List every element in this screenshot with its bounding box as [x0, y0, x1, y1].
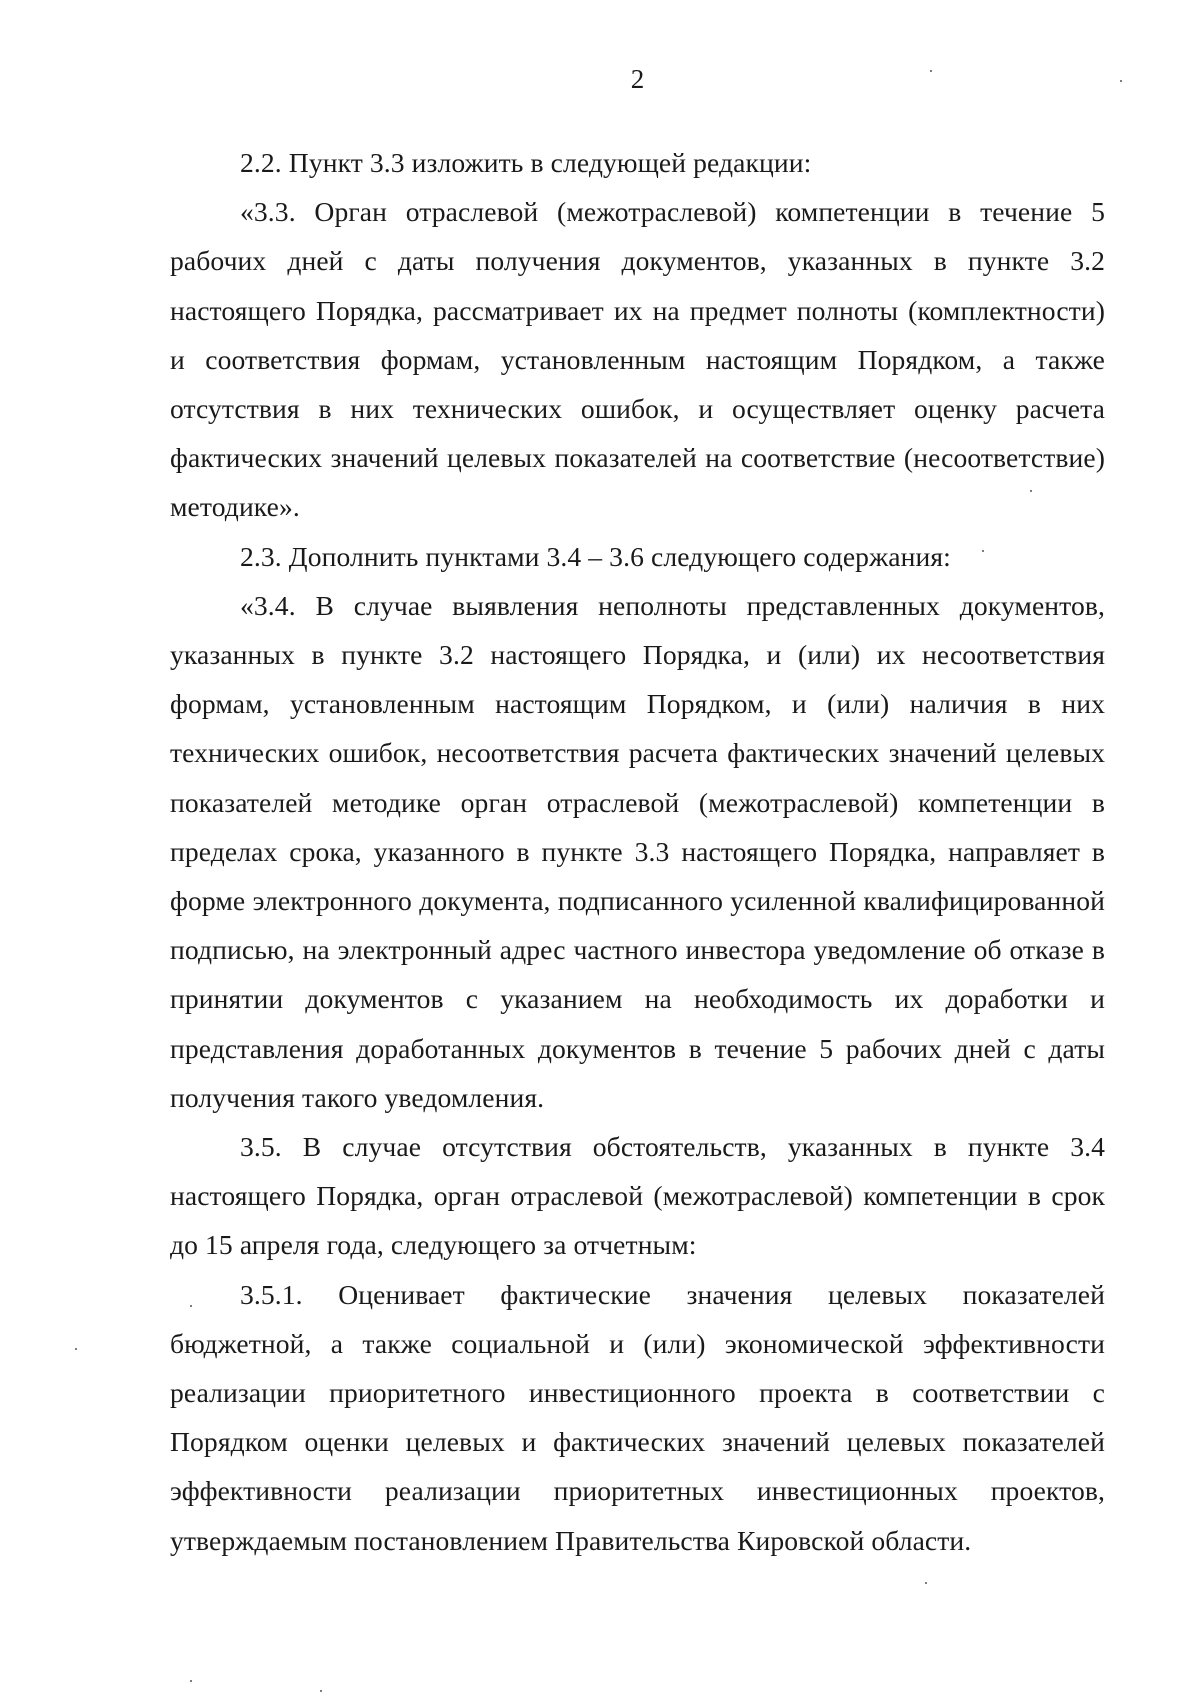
scan-speck [982, 550, 984, 552]
scan-speck [190, 1305, 192, 1307]
document-body [170, 138, 1105, 1565]
scan-speck [1030, 490, 1032, 492]
scan-speck [190, 1680, 192, 1682]
paragraph-3-4: «3.4. В случае выявления неполноты представленных документов, указанных в пункте 3.2 настоящего Порядка, и (или) их несоответствия формам, установленным настоящим Порядком, и (или) наличия в них технических ошибок, несоответствия расчета фактических значений целевых показателей методике орган отраслевой (межотраслевой) компетенции в пределах срока, указанного в пункте 3.3 настоящего Порядка, направляет в форме электронного документа, подписанного усиленной квалифицированной подписью, на электронный адрес частного инвестора уведомление об отказе в принятии документов с указанием на необходимость их доработки и представления доработанных документов в течение 5 рабочих дней с даты получения такого уведомления. [170, 589, 1105, 1113]
page-number: 2 [630, 64, 645, 94]
scan-speck [930, 70, 932, 72]
paragraph-3-5: 3.5. В случае отсутствия обстоятельств, указанных в пункте 3.4 настоящего Порядка, орган отраслевой (межотраслевой) компетенции в срок до 15 апреля года, следующего за отчетным: [170, 1131, 1105, 1261]
scan-speck [75, 1348, 77, 1350]
paragraph-2-2: 2.2. Пункт 3.3 изложить в следующей редакции: [240, 147, 812, 178]
scan-speck [1120, 80, 1122, 82]
paragraph-3-5-1: 3.5.1. Оценивает фактические значения целевых показателей бюджетной, а также социальной и (или) экономической эффективности реализации приоритетного инвестиционного проекта в соответствии с Порядком оценки целевых и фактических значений целевых показателей эффективности реализации приоритетных инвестиционных проектов, утверждаемым постановлением Правительства Кировской области. [170, 1278, 1105, 1556]
scan-speck [925, 1582, 927, 1584]
paragraph-2-3: 2.3. Дополнить пунктами 3.4 – 3.6 следующего содержания: [240, 540, 951, 572]
paragraph-3-3: «3.3. Орган отраслевой (межотраслевой) компетенции в течение 5 рабочих дней с даты получения документов, указанных в пункте 3.2 настоящего Порядка, рассматривает их на предмет полноты (комплектности) и соответствия формам, установленным настоящим Порядком, а также отсутствия в них технических ошибок, и осуществляет оценку расчета фактических значений целевых показателей на соответствие (несоответствие) методике». [170, 196, 1105, 523]
scan-speck [320, 1690, 322, 1692]
